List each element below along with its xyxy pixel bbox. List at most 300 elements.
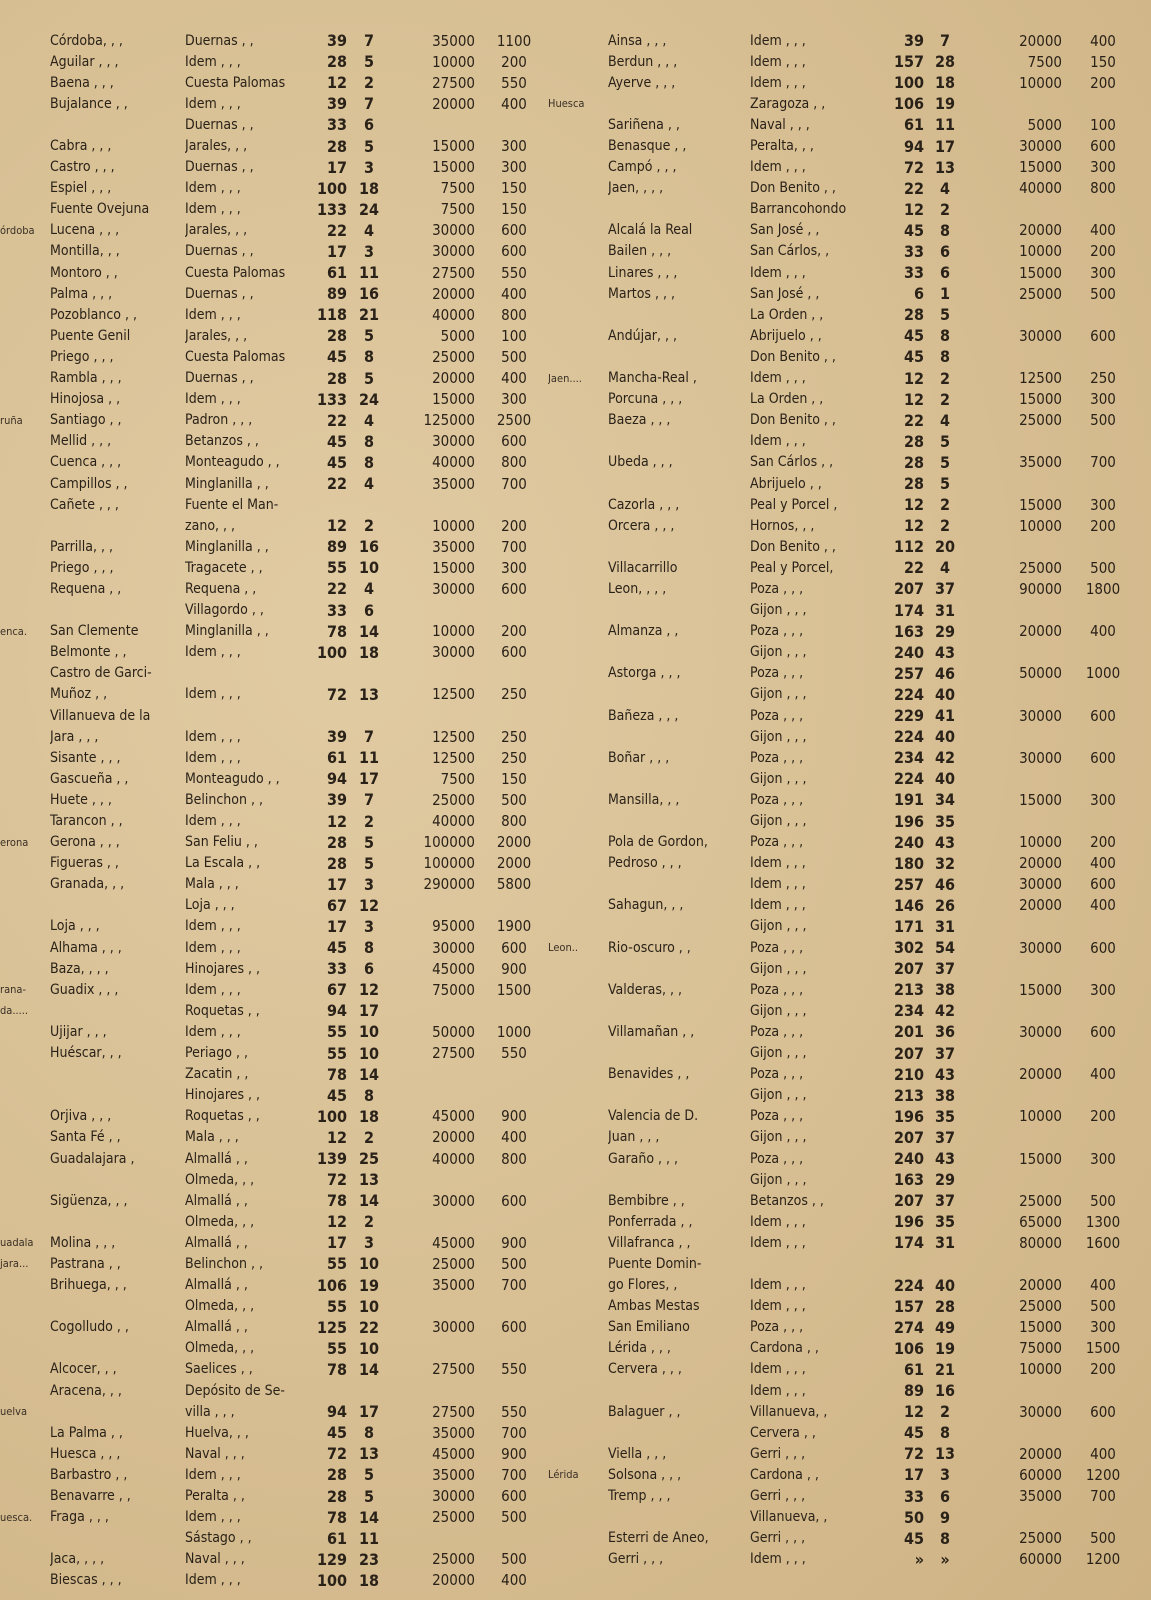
amount: 600 bbox=[501, 1318, 527, 1337]
province-label: enca. bbox=[0, 624, 28, 638]
quantity: 45000 bbox=[432, 1233, 475, 1252]
town-name: Mellid , , , bbox=[50, 433, 112, 450]
distance-leagues: 28 bbox=[903, 474, 924, 494]
table-row bbox=[0, 705, 568, 726]
quantity: 20000 bbox=[1019, 1444, 1062, 1463]
quantity: 15000 bbox=[1019, 980, 1062, 999]
depot-name: Idem , , , bbox=[750, 1277, 806, 1294]
town-name: Puente Genil bbox=[50, 327, 131, 344]
distance-days: 40 bbox=[934, 727, 956, 747]
table-row bbox=[0, 1549, 568, 1570]
depot-name: Loja , , , bbox=[185, 897, 235, 914]
town-name: Sahagun, , , bbox=[608, 897, 684, 914]
amount: 500 bbox=[1090, 558, 1116, 577]
distance-leagues: 94 bbox=[903, 136, 924, 156]
quantity: 40000 bbox=[432, 1149, 475, 1168]
town-name: go Flores, , bbox=[608, 1277, 678, 1294]
table-row bbox=[548, 1232, 1151, 1253]
distance-leagues: 174 bbox=[893, 1233, 924, 1253]
table-row bbox=[0, 958, 568, 979]
distance-leagues: 22 bbox=[326, 220, 347, 240]
distance-days: 8 bbox=[939, 1423, 950, 1443]
town-name: San Clemente bbox=[50, 623, 139, 640]
table-row bbox=[0, 1485, 568, 1506]
distance-days: 37 bbox=[934, 1043, 956, 1063]
table-row bbox=[548, 621, 1151, 642]
amount: 250 bbox=[1090, 369, 1116, 388]
depot-name: Olmeda, , , bbox=[185, 1213, 255, 1230]
town-name: Requena , , bbox=[50, 580, 122, 597]
town-name: Benasque , , bbox=[608, 138, 687, 155]
town-name: Barbastro , , bbox=[50, 1466, 128, 1483]
quantity: 95000 bbox=[432, 917, 475, 936]
town-name: Alcocer, , , bbox=[50, 1361, 117, 1378]
quantity: 10000 bbox=[1019, 1360, 1062, 1379]
town-name: Jara , , , bbox=[50, 728, 99, 745]
table-row bbox=[0, 726, 568, 747]
quantity: 10000 bbox=[432, 622, 475, 641]
table-row bbox=[548, 1296, 1151, 1317]
table-row bbox=[548, 1359, 1151, 1380]
distance-leagues: 55 bbox=[326, 1254, 347, 1274]
distance-days: 19 bbox=[358, 1275, 380, 1295]
town-name: Montilla, , , bbox=[50, 243, 120, 260]
quantity: 80000 bbox=[1019, 1233, 1062, 1252]
depot-name: Idem , , , bbox=[750, 876, 806, 893]
table-row bbox=[0, 241, 568, 262]
depot-name: Idem , , , bbox=[185, 95, 241, 112]
depot-name: Idem , , , bbox=[185, 749, 241, 766]
distance-leagues: 234 bbox=[893, 748, 924, 768]
depot-name: Idem , , , bbox=[185, 201, 241, 218]
amount: 600 bbox=[501, 1191, 527, 1210]
distance-leagues: 89 bbox=[903, 1381, 924, 1401]
table-row bbox=[0, 853, 568, 874]
depot-name: Gijon , , , bbox=[750, 728, 807, 745]
distance-days: 5 bbox=[363, 1465, 374, 1485]
amount: 300 bbox=[1090, 1318, 1116, 1337]
table-row bbox=[0, 937, 568, 958]
province-label: erona bbox=[0, 835, 29, 849]
quantity: 10000 bbox=[1019, 242, 1062, 261]
depot-name: Idem , , , bbox=[185, 1466, 241, 1483]
table-row bbox=[0, 1338, 568, 1359]
table-row bbox=[548, 283, 1151, 304]
quantity: 75000 bbox=[432, 980, 475, 999]
quantity: 30000 bbox=[432, 579, 475, 598]
distance-days: 43 bbox=[934, 1149, 956, 1169]
distance-leagues: 12 bbox=[326, 1212, 347, 1232]
distance-days: 46 bbox=[934, 663, 956, 683]
depot-name: Duernas , , bbox=[185, 285, 254, 302]
quantity: 5000 bbox=[1027, 115, 1062, 134]
depot-name: Idem , , , bbox=[750, 74, 806, 91]
distance-days: 21 bbox=[358, 305, 380, 325]
town-name: Mansilla, , , bbox=[608, 791, 680, 808]
town-name: Baena , , , bbox=[50, 74, 114, 91]
town-name: Leon, , , , bbox=[608, 580, 667, 597]
town-name: Córdoba, , , bbox=[50, 32, 123, 49]
depot-name: Idem , , , bbox=[185, 644, 241, 661]
distance-leagues: 45 bbox=[326, 347, 347, 367]
depot-name: Villanueva, , bbox=[750, 1509, 828, 1526]
table-row bbox=[548, 72, 1151, 93]
distance-leagues: 33 bbox=[903, 241, 924, 261]
quantity: 27500 bbox=[432, 263, 475, 282]
depot-name: San José , , bbox=[750, 285, 820, 302]
quantity: 20000 bbox=[1019, 1276, 1062, 1295]
amount: 400 bbox=[1090, 1065, 1116, 1084]
town-name: Tarancon , , bbox=[50, 813, 123, 830]
distance-days: 54 bbox=[934, 938, 956, 958]
distance-leagues: 171 bbox=[893, 916, 924, 936]
depot-name: Minglanilla , , bbox=[185, 475, 269, 492]
distance-days: 31 bbox=[934, 1233, 956, 1253]
table-row bbox=[548, 473, 1151, 494]
province-label: Jaen.... bbox=[548, 371, 582, 385]
distance-days: 10 bbox=[358, 558, 380, 578]
table-row bbox=[548, 979, 1151, 1000]
table-row bbox=[0, 1021, 568, 1042]
distance-days: 40 bbox=[934, 769, 956, 789]
distance-days: 11 bbox=[358, 748, 380, 768]
distance-days: 14 bbox=[358, 621, 380, 641]
province-label: órdoba bbox=[0, 223, 35, 237]
depot-name: Gijon , , , bbox=[750, 770, 807, 787]
depot-name: Don Benito , , bbox=[750, 180, 836, 197]
town-name: Rambla , , , bbox=[50, 370, 122, 387]
distance-days: 19 bbox=[934, 1338, 956, 1358]
quantity: 25000 bbox=[1019, 1297, 1062, 1316]
quantity: 20000 bbox=[1019, 1065, 1062, 1084]
distance-leagues: 196 bbox=[893, 1212, 924, 1232]
quantity: 27500 bbox=[432, 1402, 475, 1421]
table-row bbox=[0, 72, 568, 93]
depot-name: San Cárlos , , bbox=[750, 454, 834, 471]
depot-name: Idem , , , bbox=[750, 1382, 806, 1399]
amount: 300 bbox=[501, 558, 527, 577]
table-row bbox=[0, 114, 568, 135]
distance-days: 16 bbox=[358, 537, 380, 557]
table-row bbox=[548, 578, 1151, 599]
distance-leagues: 163 bbox=[893, 621, 924, 641]
distance-days: 10 bbox=[358, 1254, 380, 1274]
depot-name: Poza , , , bbox=[750, 981, 804, 998]
amount: 1800 bbox=[1085, 579, 1121, 598]
town-name: Huete , , , bbox=[50, 791, 112, 808]
table-row bbox=[0, 1528, 568, 1549]
town-name: Ubeda , , , bbox=[608, 454, 673, 471]
town-name: San Emiliano bbox=[608, 1319, 690, 1336]
distance-days: 4 bbox=[939, 410, 950, 430]
town-name: Huéscar, , , bbox=[50, 1045, 122, 1062]
town-name: Puente Domin- bbox=[608, 1255, 702, 1272]
amount: 300 bbox=[1090, 790, 1116, 809]
depot-name: Belinchon , , bbox=[185, 791, 263, 808]
quantity: 15000 bbox=[1019, 1149, 1062, 1168]
depot-name: Gijon , , , bbox=[750, 1087, 807, 1104]
amount: 500 bbox=[501, 790, 527, 809]
distance-leagues: 22 bbox=[326, 474, 347, 494]
quantity: 30000 bbox=[432, 242, 475, 261]
table-row bbox=[0, 1064, 568, 1085]
town-name: Boñar , , , bbox=[608, 749, 670, 766]
distance-leagues: 12 bbox=[326, 1127, 347, 1147]
amount: 700 bbox=[501, 1423, 527, 1442]
depot-name: Poza , , , bbox=[750, 939, 804, 956]
town-name: Belmonte , , bbox=[50, 644, 127, 661]
distance-leagues: 17 bbox=[326, 874, 347, 894]
distance-leagues: 106 bbox=[893, 94, 924, 114]
distance-days: 18 bbox=[358, 178, 380, 198]
province-label: da..... bbox=[0, 1004, 29, 1018]
quantity: 90000 bbox=[1019, 579, 1062, 598]
distance-days: 5 bbox=[939, 474, 950, 494]
distance-leagues: 94 bbox=[326, 769, 347, 789]
depot-name: Poza , , , bbox=[750, 1066, 804, 1083]
town-name: Bujalance , , bbox=[50, 95, 128, 112]
table-row bbox=[548, 30, 1151, 51]
distance-leagues: 112 bbox=[893, 537, 924, 557]
distance-leagues: 50 bbox=[903, 1507, 924, 1527]
distance-leagues: 45 bbox=[903, 326, 924, 346]
quantity: 125000 bbox=[423, 411, 475, 430]
amount: 400 bbox=[501, 369, 527, 388]
distance-days: 13 bbox=[934, 1444, 956, 1464]
amount: 1500 bbox=[496, 980, 532, 999]
distance-leagues: 78 bbox=[326, 1507, 347, 1527]
distance-days: 19 bbox=[934, 94, 956, 114]
distance-days: 46 bbox=[934, 874, 956, 894]
depot-name: Gijon , , , bbox=[750, 1002, 807, 1019]
distance-days: 5 bbox=[363, 52, 374, 72]
town-name: Andújar, , , bbox=[608, 327, 677, 344]
depot-name: Idem , , , bbox=[185, 918, 241, 935]
distance-days: 7 bbox=[363, 727, 374, 747]
amount: 550 bbox=[501, 73, 527, 92]
depot-name: Poza , , , bbox=[750, 791, 804, 808]
quantity: 10000 bbox=[432, 52, 475, 71]
town-name: Sariñena , , bbox=[608, 116, 680, 133]
amount: 800 bbox=[501, 453, 527, 472]
amount: 600 bbox=[1090, 1402, 1116, 1421]
quantity: 30000 bbox=[1019, 1022, 1062, 1041]
table-row bbox=[0, 663, 568, 684]
distance-leagues: 78 bbox=[326, 1359, 347, 1379]
distance-leagues: 55 bbox=[326, 1296, 347, 1316]
distance-leagues: 274 bbox=[893, 1317, 924, 1337]
distance-leagues: 213 bbox=[893, 980, 924, 1000]
amount: 600 bbox=[501, 432, 527, 451]
amount: 400 bbox=[1090, 1276, 1116, 1295]
amount: 250 bbox=[501, 727, 527, 746]
depot-name: Abrijuelo , , bbox=[750, 327, 822, 344]
table-row bbox=[0, 135, 568, 156]
amount: 600 bbox=[1090, 938, 1116, 957]
town-name: Villacarrillo bbox=[608, 559, 678, 576]
distance-leagues: 33 bbox=[326, 959, 347, 979]
quantity: 12500 bbox=[432, 685, 475, 704]
town-name: Lérida , , , bbox=[608, 1340, 671, 1357]
distance-leagues: 106 bbox=[316, 1275, 347, 1295]
distance-days: 4 bbox=[363, 410, 374, 430]
town-name: Villamañan , , bbox=[608, 1023, 695, 1040]
distance-leagues: 72 bbox=[326, 684, 347, 704]
depot-name: Naval , , , bbox=[185, 1445, 245, 1462]
distance-leagues: 196 bbox=[893, 811, 924, 831]
amount: 550 bbox=[501, 1402, 527, 1421]
amount: 550 bbox=[501, 1360, 527, 1379]
depot-name: Requena , , bbox=[185, 580, 257, 597]
table-row bbox=[548, 135, 1151, 156]
amount: 150 bbox=[501, 200, 527, 219]
town-name: Valencia de D. bbox=[608, 1108, 699, 1125]
distance-leagues: 61 bbox=[903, 115, 924, 135]
distance-leagues: 100 bbox=[316, 178, 347, 198]
distance-days: 1 bbox=[939, 284, 950, 304]
table-row bbox=[0, 895, 568, 916]
amount: 800 bbox=[501, 812, 527, 831]
amount: 300 bbox=[501, 390, 527, 409]
distance-leagues: 61 bbox=[326, 748, 347, 768]
table-row bbox=[0, 1464, 568, 1485]
depot-name: Duernas , , bbox=[185, 370, 254, 387]
table-row bbox=[0, 368, 568, 389]
distance-leagues: 100 bbox=[893, 73, 924, 93]
amount: 500 bbox=[1090, 1529, 1116, 1548]
town-name: Pola de Gordon, bbox=[608, 834, 708, 851]
distance-leagues: 100 bbox=[316, 642, 347, 662]
town-name: Villanueva de la bbox=[50, 707, 151, 724]
table-row bbox=[548, 494, 1151, 515]
depot-name: Idem , , , bbox=[750, 53, 806, 70]
amount: 300 bbox=[1090, 980, 1116, 999]
amount: 400 bbox=[1090, 31, 1116, 50]
distance-days: 28 bbox=[934, 52, 956, 72]
amount: 800 bbox=[501, 305, 527, 324]
table-row bbox=[548, 431, 1151, 452]
depot-name: Almallá , , bbox=[185, 1277, 248, 1294]
depot-name: Idem , , , bbox=[185, 306, 241, 323]
right-table bbox=[548, 30, 1151, 1570]
distance-days: 17 bbox=[358, 1001, 380, 1021]
table-row bbox=[548, 410, 1151, 431]
quantity: 45000 bbox=[432, 1107, 475, 1126]
table-row bbox=[548, 368, 1151, 389]
distance-days: 10 bbox=[358, 1296, 380, 1316]
amount: 250 bbox=[501, 685, 527, 704]
amount: 1300 bbox=[1085, 1212, 1121, 1231]
town-name: Alhama , , , bbox=[50, 939, 122, 956]
table-row bbox=[548, 768, 1151, 789]
distance-leagues: 28 bbox=[903, 452, 924, 472]
distance-days: 3 bbox=[363, 1233, 374, 1253]
distance-days: 5 bbox=[939, 305, 950, 325]
table-row bbox=[548, 916, 1151, 937]
quantity: 10000 bbox=[1019, 73, 1062, 92]
town-name: Bañeza , , , bbox=[608, 707, 679, 724]
table-row bbox=[548, 515, 1151, 536]
distance-days: 6 bbox=[363, 115, 374, 135]
depot-name: Idem , , , bbox=[750, 264, 806, 281]
distance-leagues: 180 bbox=[893, 853, 924, 873]
table-row bbox=[548, 1106, 1151, 1127]
town-name: Bailen , , , bbox=[608, 243, 672, 260]
quantity: 20000 bbox=[1019, 221, 1062, 240]
table-row bbox=[0, 1127, 568, 1148]
depot-name: Duernas , , bbox=[185, 32, 254, 49]
table-row bbox=[548, 726, 1151, 747]
table-row bbox=[0, 325, 568, 346]
distance-leagues: 22 bbox=[903, 558, 924, 578]
amount: 400 bbox=[501, 284, 527, 303]
distance-days: » bbox=[940, 1549, 950, 1569]
distance-days: 8 bbox=[363, 1423, 374, 1443]
distance-days: 4 bbox=[363, 474, 374, 494]
depot-name: Mala , , , bbox=[185, 876, 239, 893]
distance-leagues: 240 bbox=[893, 832, 924, 852]
distance-leagues: 28 bbox=[326, 326, 347, 346]
distance-leagues: 61 bbox=[903, 1359, 924, 1379]
distance-leagues: 133 bbox=[316, 389, 347, 409]
town-name: Porcuna , , , bbox=[608, 391, 683, 408]
table-row bbox=[0, 1359, 568, 1380]
distance-leagues: 45 bbox=[903, 1528, 924, 1548]
distance-days: 3 bbox=[363, 874, 374, 894]
quantity: 15000 bbox=[432, 137, 475, 156]
amount: 500 bbox=[1090, 1191, 1116, 1210]
depot-name: Naval , , , bbox=[750, 116, 810, 133]
distance-leagues: 45 bbox=[326, 452, 347, 472]
town-name: Ujijar , , , bbox=[50, 1023, 107, 1040]
depot-name: Don Benito , , bbox=[750, 412, 836, 429]
distance-leagues: 28 bbox=[903, 431, 924, 451]
table-row bbox=[0, 1507, 568, 1528]
table-row bbox=[548, 1464, 1151, 1485]
distance-days: 7 bbox=[363, 94, 374, 114]
quantity: 75000 bbox=[1019, 1339, 1062, 1358]
distance-leagues: 28 bbox=[326, 368, 347, 388]
distance-leagues: 201 bbox=[893, 1022, 924, 1042]
depot-name: Olmeda, , , bbox=[185, 1340, 255, 1357]
depot-name: Idem , , , bbox=[185, 939, 241, 956]
town-name: Priego , , , bbox=[50, 559, 114, 576]
distance-days: 14 bbox=[358, 1191, 380, 1211]
amount: 700 bbox=[1090, 453, 1116, 472]
distance-leagues: 12 bbox=[326, 811, 347, 831]
town-name: Sisante , , , bbox=[50, 749, 121, 766]
amount: 300 bbox=[1090, 495, 1116, 514]
table-row bbox=[0, 410, 568, 431]
town-name: Gerona , , , bbox=[50, 834, 120, 851]
depot-name: Cardona , , bbox=[750, 1466, 819, 1483]
distance-days: 49 bbox=[934, 1317, 956, 1337]
amount: 500 bbox=[501, 347, 527, 366]
amount: 700 bbox=[501, 474, 527, 493]
table-row bbox=[0, 1317, 568, 1338]
table-row bbox=[548, 93, 1151, 114]
table-row bbox=[548, 663, 1151, 684]
table-row bbox=[0, 473, 568, 494]
amount: 150 bbox=[501, 769, 527, 788]
depot-name: Zacatin , , bbox=[185, 1066, 249, 1083]
town-name: Cervera , , , bbox=[608, 1361, 682, 1378]
table-row bbox=[548, 51, 1151, 72]
depot-name: Don Benito , , bbox=[750, 538, 836, 555]
town-name: Muñoz , , bbox=[50, 686, 108, 703]
distance-leagues: 125 bbox=[316, 1317, 347, 1337]
depot-name: Poza , , , bbox=[750, 707, 804, 724]
